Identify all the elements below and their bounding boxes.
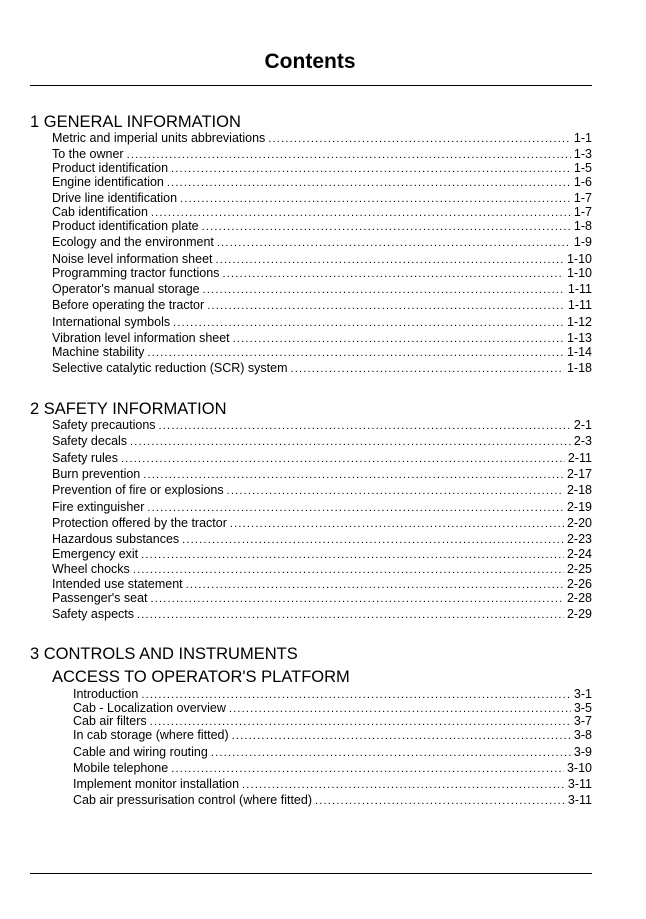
toc-entry-label: Implement monitor installation (73, 777, 240, 791)
toc-entry-label: Machine stability (52, 345, 145, 359)
toc-entry[interactable] (52, 532, 592, 548)
toc-entry-label: Product identification (52, 161, 169, 175)
toc-entry-page: 1-3 (573, 147, 592, 161)
toc-entry[interactable] (73, 761, 592, 777)
toc-entry-page: 1-10 (566, 266, 592, 280)
dot-leader (217, 236, 571, 251)
toc-entry-label: Cab - Localization overview (73, 701, 226, 715)
dot-leader (143, 468, 564, 483)
toc-entry-page: 2-24 (566, 547, 592, 561)
toc-entry[interactable] (52, 175, 592, 191)
toc-entry[interactable] (52, 562, 592, 578)
toc-entry-label: Mobile telephone (73, 761, 169, 775)
toc-entry-label: Protection offered by the tractor (52, 516, 227, 530)
toc-entry-page: 1-10 (566, 252, 592, 266)
toc-entry[interactable] (52, 607, 592, 623)
toc-entry[interactable] (52, 451, 592, 467)
toc-entry[interactable] (52, 591, 592, 607)
dot-leader (173, 316, 564, 331)
toc-entry[interactable] (52, 282, 592, 298)
toc-entry[interactable] (52, 298, 592, 314)
toc-entry-page: 2-23 (566, 532, 592, 546)
toc-entry-label: Drive line identification (52, 191, 178, 205)
dot-leader (182, 533, 564, 548)
toc-entry-page: 1-7 (573, 205, 592, 219)
toc-entry[interactable] (52, 235, 592, 251)
toc-entry-label: Noise level information sheet (52, 252, 213, 266)
dot-leader (147, 346, 564, 361)
dot-leader (291, 362, 564, 377)
toc-entry-label: Safety precautions (52, 418, 156, 432)
dot-leader (230, 517, 564, 532)
toc-entry-page: 1-11 (567, 282, 592, 296)
toc-entry-label: Cab air filters (73, 714, 147, 728)
toc-entry[interactable] (73, 793, 592, 809)
footer-rule (30, 873, 592, 874)
sub-heading: ACCESS TO OPERATOR'S PLATFORM (52, 668, 350, 686)
dot-leader (211, 746, 571, 761)
toc-entry-page: 3-5 (573, 701, 592, 715)
toc-entry[interactable] (52, 219, 592, 235)
page-title: Contents (264, 50, 356, 73)
toc-entry-label: In cab storage (where fitted) (73, 728, 229, 742)
toc-entry-page: 1-18 (566, 361, 592, 375)
toc-entry-label: Burn prevention (52, 467, 141, 481)
toc-entry-page: 3-11 (567, 777, 592, 791)
section-heading: 2 SAFETY INFORMATION (30, 400, 227, 418)
dot-leader (137, 608, 564, 623)
toc-entry-label: Selective catalytic reduction (SCR) system (52, 361, 288, 375)
toc-entry-page: 1-5 (573, 161, 592, 175)
dot-leader (227, 484, 564, 499)
toc-entry-page: 1-7 (573, 191, 592, 205)
toc-entry-label: Safety decals (52, 434, 128, 448)
toc-entry-page: 1-14 (566, 345, 592, 359)
toc-entry-page: 2-1 (573, 418, 592, 432)
toc-entry-page: 3-7 (573, 714, 592, 728)
toc-entry-page: 2-25 (566, 562, 592, 576)
toc-entry-page: 2-26 (566, 577, 592, 591)
toc-entry[interactable] (52, 483, 592, 499)
dot-leader (207, 299, 565, 314)
toc-entry-label: International symbols (52, 315, 171, 329)
toc-entry-page: 3-8 (573, 728, 592, 742)
toc-entry[interactable] (73, 745, 592, 761)
toc-entry-label: Introduction (73, 687, 139, 701)
dot-leader (202, 220, 571, 235)
toc-entry-label: Hazardous substances (52, 532, 180, 546)
toc-entry-page: 3-1 (573, 687, 592, 701)
toc-entry[interactable] (52, 315, 592, 331)
dot-leader (268, 132, 571, 147)
toc-entry-label: Operator's manual storage (52, 282, 200, 296)
toc-entry-label: Fire extinguisher (52, 500, 145, 514)
toc-entry-page: 2-3 (573, 434, 592, 448)
toc-entry[interactable] (52, 547, 592, 563)
toc-entry[interactable] (52, 467, 592, 483)
toc-entry-label: Safety aspects (52, 607, 134, 621)
toc-entry-page: 3-10 (566, 761, 592, 775)
toc-entry-label: Cab air pressurisation control (where fitted) (73, 793, 312, 807)
toc-entry-label: Wheel chocks (52, 562, 130, 576)
dot-leader (121, 452, 565, 467)
toc-entry[interactable] (52, 500, 592, 516)
dot-leader (133, 563, 564, 578)
toc-entry-label: Engine identification (52, 175, 164, 189)
toc-entry-label: Passenger's seat (52, 591, 148, 605)
dot-leader (159, 419, 571, 434)
toc-entry-label: To the owner (52, 147, 124, 161)
toc-entry-page: 2-11 (567, 451, 592, 465)
toc-entry-page: 1-12 (566, 315, 592, 329)
toc-entry-label: Safety rules (52, 451, 119, 465)
toc-entry[interactable] (52, 131, 592, 147)
toc-entry-label: Before operating the tractor (52, 298, 205, 312)
toc-entry-label: Prevention of fire or explosions (52, 483, 224, 497)
toc-entry[interactable] (52, 266, 592, 282)
dot-leader (315, 794, 565, 809)
toc-entry-label: Metric and imperial units abbreviations (52, 131, 266, 145)
toc-entry-page: 2-20 (566, 516, 592, 530)
dot-leader (151, 592, 564, 607)
toc-entry-label: Vibration level information sheet (52, 331, 230, 345)
section-heading: 1 GENERAL INFORMATION (30, 113, 241, 131)
toc-entry[interactable] (52, 418, 592, 434)
toc-entry-page: 2-28 (566, 591, 592, 605)
dot-leader (222, 267, 564, 282)
toc-entry-page: 1-6 (573, 175, 592, 189)
toc-entry-page: 3-11 (567, 793, 592, 807)
dot-leader (242, 778, 565, 793)
toc-entry-page: 1-8 (573, 219, 592, 233)
toc-entry-label: Programming tractor functions (52, 266, 220, 280)
toc-entry-label: Product identification plate (52, 219, 199, 233)
toc-entry[interactable] (52, 361, 592, 377)
toc-entry-page: 3-9 (573, 745, 592, 759)
toc-entry-page: 2-18 (566, 483, 592, 497)
toc-entry-page: 2-19 (566, 500, 592, 514)
toc-entry-page: 1-9 (573, 235, 592, 249)
toc-entry-page: 1-1 (573, 131, 592, 145)
section-heading: 3 CONTROLS AND INSTRUMENTS (30, 645, 298, 663)
toc-entry-label: Cab identification (52, 205, 148, 219)
toc-entry[interactable] (52, 434, 592, 450)
dot-leader (232, 729, 571, 744)
toc-entry[interactable] (73, 728, 592, 744)
dot-leader (141, 548, 564, 563)
toc-entry[interactable] (73, 777, 592, 793)
toc-entry[interactable] (52, 345, 592, 361)
toc-entry-label: Intended use statement (52, 577, 183, 591)
dot-leader (171, 762, 564, 777)
toc-entry-page: 2-29 (566, 607, 592, 621)
toc-entry-page: 1-13 (566, 331, 592, 345)
toc-entry-label: Cable and wiring routing (73, 745, 208, 759)
toc-entry-label: Emergency exit (52, 547, 139, 561)
toc-entry[interactable] (52, 516, 592, 532)
title-rule (30, 85, 592, 86)
dot-leader (167, 176, 571, 191)
dot-leader (130, 435, 571, 450)
toc-entry-page: 2-17 (566, 467, 592, 481)
toc-entry-label: Ecology and the environment (52, 235, 214, 249)
toc-entry-page: 1-11 (567, 298, 592, 312)
dot-leader (203, 283, 565, 298)
dot-leader (147, 501, 564, 516)
